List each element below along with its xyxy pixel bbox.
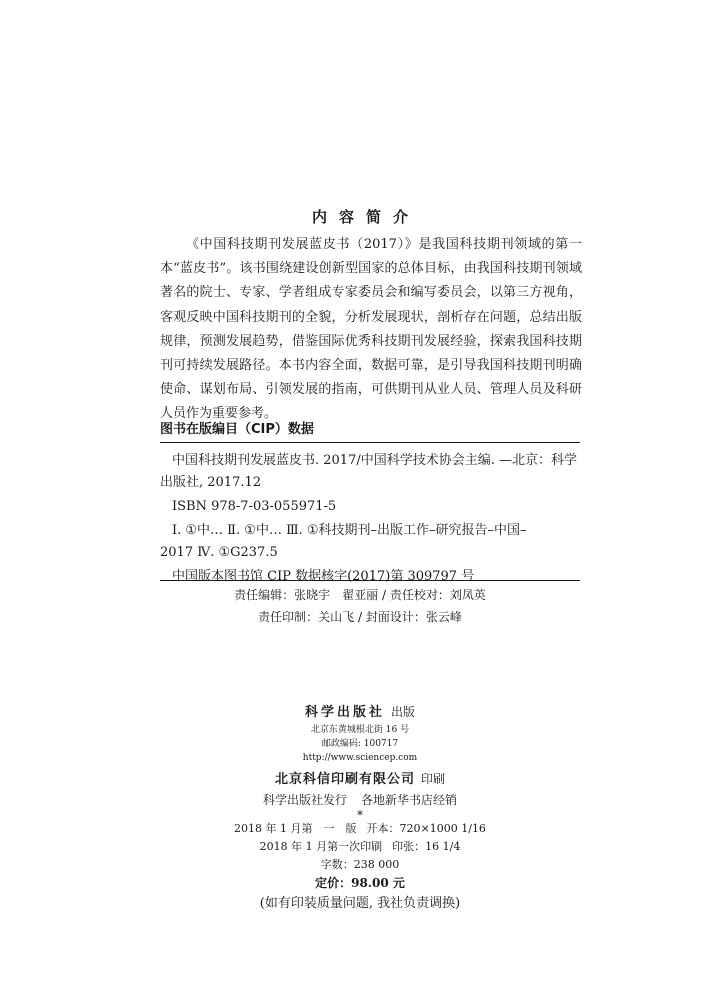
cip-heading: 图书在版编目（CIP）数据 [160,422,314,437]
publisher-postcode: 邮政编码: 100717 [321,739,399,749]
printer-suffix: 印刷 [421,772,446,786]
imprint-block [0,702,720,820]
publisher-line [0,702,720,723]
printing-date: 2018 年 1 月第一次印刷 [259,840,383,853]
word-count: 字数：238 000 [320,858,400,871]
credits-editors: 责任编辑：张晓宇 翟亚丽 / 责任校对：刘凤英 [234,588,486,602]
cip-classification-line-1: Ⅰ. ①中… Ⅱ. ①中… Ⅲ. ①科技期刊–出版工作–研究报告–中国– [172,523,527,538]
cip-classification-line-2: 2017 Ⅳ. ①G237.5 [160,545,278,560]
distributor: 科学出版社发行 [262,793,347,807]
publisher-suffix: 出版 [391,705,416,719]
separator-star: * [357,808,363,822]
quality-notice: (如有印装质量问题, 我社负责调换) [259,896,461,911]
credits-production: 责任印制：关山飞 / 封面设计：张云峰 [258,610,462,624]
specs-row-2 [0,838,720,856]
cip-library-record: 中国版本图书馆 CIP 数据核字(2017)第 309797 号 [172,569,475,584]
cip-isbn: ISBN 978-7-03-055971-5 [172,499,337,514]
edition-specs [0,820,720,892]
printed-sheets: 印张：16 1/4 [392,840,461,853]
distribution-line [0,790,720,810]
cip-record-line-2: 出版社, 2017.12 [160,475,262,490]
price: 定价：98.00 元 [315,876,405,890]
summary-paragraph: 《中国科技期刊发展蓝皮书（2017）》是我国科技期刊领域的第一本“蓝皮书”。该书围绕建设创新型国家的总体目标，由我国科技期刊领域著名的院士、专家、学者组成专家委员会和编写委员会，以第三方视角，客观反映中国科技期刊的全貌，分析发展现状，剖析存在问题，总结出版规律，预测发展趋势，借鉴国际优秀科技期刊发展经验，探索我国科技期刊可持续发展路径。本书内容全面，数据可靠，是引导我国科技期刊明确使命、谋划布局、引领发展的指南，可供期刊从业人员、管理人员及科研人员作为重要参考。 [160,237,582,422]
cip-record [160,450,580,588]
publisher-website: http://www.sciencep.com [302,753,418,763]
printer-line [0,769,720,790]
cip-record-line-1: 中国科技期刊发展蓝皮书. 2017/中国科学技术协会主编. —北京：科学 [172,453,577,468]
edition-date: 2018 年 1 月第 一 版 [234,822,357,835]
page-format: 开本：720×1000 1/16 [366,822,486,835]
publisher-address: 北京东黄城根北街 16 号 [310,725,410,735]
publisher-logotype: 科学出版社 [304,705,385,720]
cip-bottom-rule [160,580,580,581]
resellers: 各地新华书店经销 [361,793,458,807]
specs-row-1 [0,820,720,838]
cip-top-rule [160,442,580,443]
summary-title: 内容简介 [311,208,420,226]
printer-logotype: 北京科信印刷有限公司 [274,772,415,787]
